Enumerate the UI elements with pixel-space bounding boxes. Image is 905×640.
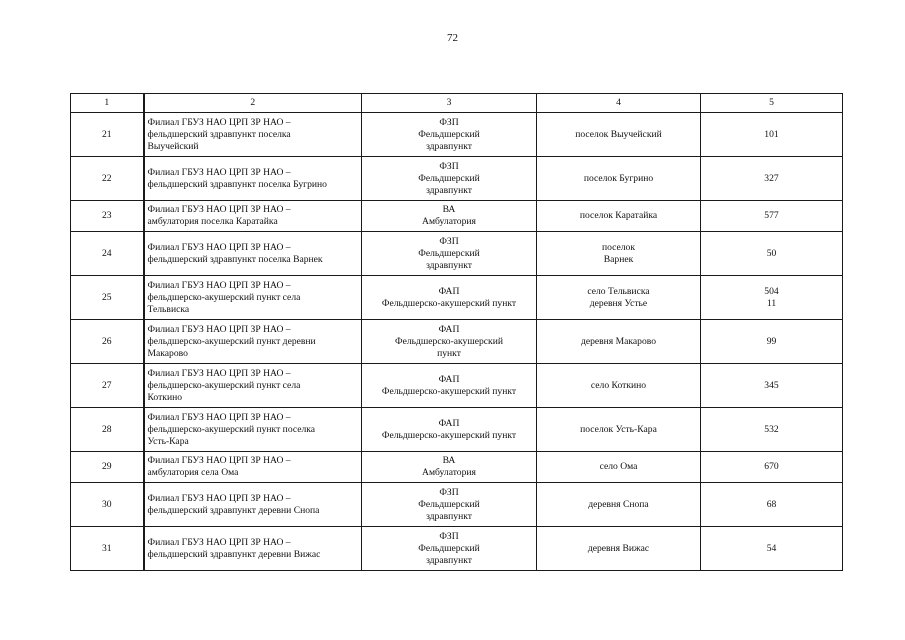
facility-type-cell-line: ФАП <box>438 323 460 335</box>
facility-name-cell <box>144 364 362 408</box>
facility-type-cell-line: Фельдшерский <box>418 128 480 140</box>
table-row <box>71 483 843 527</box>
settlement-cell-line: деревня Вижас <box>587 542 650 554</box>
row-number-cell: 29 <box>71 452 144 483</box>
facility-type-cell-line: здравпункт <box>426 259 472 271</box>
facility-name-cell-line: Филиал ГБУЗ НАО ЦРП ЗР НАО – <box>147 241 291 253</box>
facility-type-cell <box>362 408 537 452</box>
row-number-cell: 22 <box>71 157 144 201</box>
column-header-5: 5 <box>701 94 843 113</box>
settlement-cell-line: деревня Макарово <box>580 335 657 347</box>
facility-name-cell-line: Филиал ГБУЗ НАО ЦРП ЗР НАО – <box>147 166 291 178</box>
settlement-cell-line: деревня Устье <box>589 297 648 309</box>
table-row <box>71 276 843 320</box>
facility-type-cell-line: Фельдшерско-акушерский пункт <box>381 385 517 397</box>
facility-type-cell-line: ФЗП <box>439 486 459 498</box>
facility-name-cell-line: фельдшерско-акушерский пункт поселка <box>147 423 316 435</box>
facility-name-cell-line: фельдшерский здравпункт поселка <box>147 128 291 140</box>
facility-type-cell-line: Фельдшерский <box>418 172 480 184</box>
facility-type-cell-line: Фельдшерский <box>418 498 480 510</box>
population-cell-line: 54 <box>766 542 777 554</box>
column-header-3: 3 <box>362 94 537 113</box>
facility-type-cell <box>362 201 537 232</box>
facility-type-cell-line: Амбулатория <box>422 216 476 227</box>
row-number-cell: 26 <box>71 320 144 364</box>
table-row <box>71 364 843 408</box>
facility-name-cell-line: Тельвиска <box>147 303 190 315</box>
table-row <box>71 320 843 364</box>
facility-type-cell <box>362 157 537 201</box>
facility-name-cell-line: фельдшерско-акушерский пункт села <box>147 291 301 303</box>
facility-type-cell <box>362 320 537 364</box>
row-number-cell: 21 <box>71 113 144 157</box>
table-row <box>71 201 843 232</box>
facility-type-cell <box>362 276 537 320</box>
facility-type-cell-line: ФАП <box>438 373 460 385</box>
facility-name-cell-line: фельдшерский здравпункт поселка Бугрино <box>147 178 327 190</box>
population-cell-line: 670 <box>764 461 779 472</box>
settlement-cell <box>537 232 701 276</box>
row-number-cell: 30 <box>71 483 144 527</box>
facility-type-cell-line: ФАП <box>438 417 460 429</box>
facility-name-cell <box>144 483 362 527</box>
population-cell-line: 345 <box>764 379 779 391</box>
settlement-cell <box>537 157 701 201</box>
facility-type-cell-line: ФАП <box>438 285 460 297</box>
header-row <box>71 94 843 113</box>
row-number-cell: 27 <box>71 364 144 408</box>
facility-type-cell-line: здравпункт <box>426 510 472 522</box>
facility-name-cell-line: амбулатория села Ома <box>147 467 239 478</box>
population-cell <box>701 408 843 452</box>
settlement-cell <box>537 276 701 320</box>
facility-name-cell-line: амбулатория поселка Каратайка <box>147 216 278 227</box>
facility-type-cell-line: ВА <box>442 204 456 215</box>
settlement-cell <box>537 483 701 527</box>
facility-name-cell-line: Филиал ГБУЗ НАО ЦРП ЗР НАО – <box>147 455 291 466</box>
facility-name-cell-line: Филиал ГБУЗ НАО ЦРП ЗР НАО – <box>147 204 291 215</box>
population-cell <box>701 113 843 157</box>
row-number-cell: 24 <box>71 232 144 276</box>
population-cell-line: 532 <box>764 423 779 435</box>
population-cell-line: 99 <box>766 335 777 347</box>
facility-name-cell-line: фельдшерский здравпункт поселка Варнек <box>147 253 323 265</box>
facility-type-cell-line: здравпункт <box>426 184 472 196</box>
facility-name-cell-line: Выучейский <box>147 140 199 152</box>
facility-name-cell-line: Филиал ГБУЗ НАО ЦРП ЗР НАО – <box>147 411 291 423</box>
facility-name-cell <box>144 113 362 157</box>
facility-type-cell-line: Фельдшерско-акушерский пункт <box>381 429 517 441</box>
settlement-cell <box>537 452 701 483</box>
facility-type-cell-line: ВА <box>442 455 456 466</box>
population-cell <box>701 157 843 201</box>
settlement-cell <box>537 113 701 157</box>
facility-name-cell <box>144 276 362 320</box>
facility-type-cell <box>362 452 537 483</box>
facility-name-cell-line: Макарово <box>147 347 188 359</box>
settlement-cell <box>537 364 701 408</box>
table-header <box>71 94 843 113</box>
population-cell-line: 504 <box>764 285 779 297</box>
facility-type-cell <box>362 113 537 157</box>
population-cell-line: 327 <box>764 172 779 184</box>
settlement-cell-line: поселок Бугрино <box>583 172 654 184</box>
facility-name-cell-line: Филиал ГБУЗ НАО ЦРП ЗР НАО – <box>147 279 291 291</box>
facility-name-cell <box>144 408 362 452</box>
settlement-cell-line: Варнек <box>603 253 634 265</box>
facility-name-cell <box>144 320 362 364</box>
table-row <box>71 232 843 276</box>
population-cell <box>701 320 843 364</box>
facility-type-cell-line: здравпункт <box>426 140 472 152</box>
facility-name-cell <box>144 201 362 232</box>
column-header-4: 4 <box>537 94 701 113</box>
table-row <box>71 113 843 157</box>
table-row <box>71 527 843 571</box>
facility-name-cell-line: фельдшерско-акушерский пункт деревни <box>147 335 316 347</box>
facility-name-cell-line: Усть-Кара <box>147 435 189 447</box>
facility-type-cell <box>362 232 537 276</box>
facility-type-cell-line: ФЗП <box>439 160 459 172</box>
column-header-1: 1 <box>71 94 144 113</box>
facility-name-cell <box>144 452 362 483</box>
facility-type-cell-line: Амбулатория <box>422 467 476 478</box>
table-row <box>71 408 843 452</box>
settlement-cell-line: поселок Выучейский <box>575 128 662 140</box>
population-cell <box>701 276 843 320</box>
population-cell <box>701 201 843 232</box>
facility-type-cell-line: ФЗП <box>439 530 459 542</box>
page-number: 72 <box>447 32 458 44</box>
facility-type-cell-line: Фельдшерский <box>418 542 480 554</box>
population-cell-line: 50 <box>766 247 777 259</box>
population-cell <box>701 483 843 527</box>
column-header-2: 2 <box>144 94 362 113</box>
facility-name-cell <box>144 527 362 571</box>
facility-name-cell-line: фельдшерский здравпункт деревни Снопа <box>147 504 320 516</box>
settlement-cell-line: село Тельвиска <box>587 285 650 297</box>
settlement-cell-line: поселок <box>601 241 636 253</box>
facility-type-cell-line: Фельдшерско-акушерский пункт <box>381 297 517 309</box>
facility-type-cell-line: Фельдшерский <box>418 247 480 259</box>
facility-name-cell-line: фельдшерский здравпункт деревни Вижас <box>147 548 321 560</box>
population-cell <box>701 232 843 276</box>
facility-type-cell <box>362 527 537 571</box>
facility-name-cell-line: Филиал ГБУЗ НАО ЦРП ЗР НАО – <box>147 367 291 379</box>
settlement-cell-line: деревня Снопа <box>588 498 649 510</box>
population-cell-line: 68 <box>766 498 777 510</box>
row-number-cell: 25 <box>71 276 144 320</box>
facility-type-cell-line: здравпункт <box>426 554 472 566</box>
facility-name-cell-line: Коткино <box>147 391 183 403</box>
settlement-cell <box>537 527 701 571</box>
population-cell-line: 101 <box>764 128 779 140</box>
population-cell-line: 577 <box>764 210 779 221</box>
population-cell <box>701 364 843 408</box>
settlement-cell-line: поселок Усть-Кара <box>580 423 657 435</box>
row-number-cell: 28 <box>71 408 144 452</box>
settlement-cell-line: поселок Каратайка <box>579 210 658 221</box>
settlement-cell <box>537 408 701 452</box>
facility-type-cell-line: ФЗП <box>439 116 459 128</box>
facility-type-cell-line: Фельдшерско-акушерский <box>395 335 503 347</box>
facility-name-cell-line: Филиал ГБУЗ НАО ЦРП ЗР НАО – <box>147 323 291 335</box>
facilities-table <box>70 93 843 571</box>
facility-type-cell <box>362 483 537 527</box>
table-row <box>71 157 843 201</box>
facility-name-cell <box>144 232 362 276</box>
settlement-cell-line: село Коткино <box>590 379 647 391</box>
population-cell <box>701 452 843 483</box>
facility-name-cell-line: Филиал ГБУЗ НАО ЦРП ЗР НАО – <box>147 492 291 504</box>
facility-type-cell <box>362 364 537 408</box>
settlement-cell <box>537 201 701 232</box>
facility-type-cell-line: пункт <box>437 347 461 359</box>
facility-name-cell-line: Филиал ГБУЗ НАО ЦРП ЗР НАО – <box>147 536 291 548</box>
facility-name-cell-line: Филиал ГБУЗ НАО ЦРП ЗР НАО – <box>147 116 291 128</box>
table-body <box>71 113 843 571</box>
population-cell-line: 11 <box>766 297 777 309</box>
population-cell <box>701 527 843 571</box>
row-number-cell: 23 <box>71 201 144 232</box>
facility-name-cell <box>144 157 362 201</box>
table-row <box>71 452 843 483</box>
settlement-cell-line: село Ома <box>599 461 638 472</box>
settlement-cell <box>537 320 701 364</box>
facility-type-cell-line: ФЗП <box>439 235 459 247</box>
row-number-cell: 31 <box>71 527 144 571</box>
facility-name-cell-line: фельдшерско-акушерский пункт села <box>147 379 301 391</box>
